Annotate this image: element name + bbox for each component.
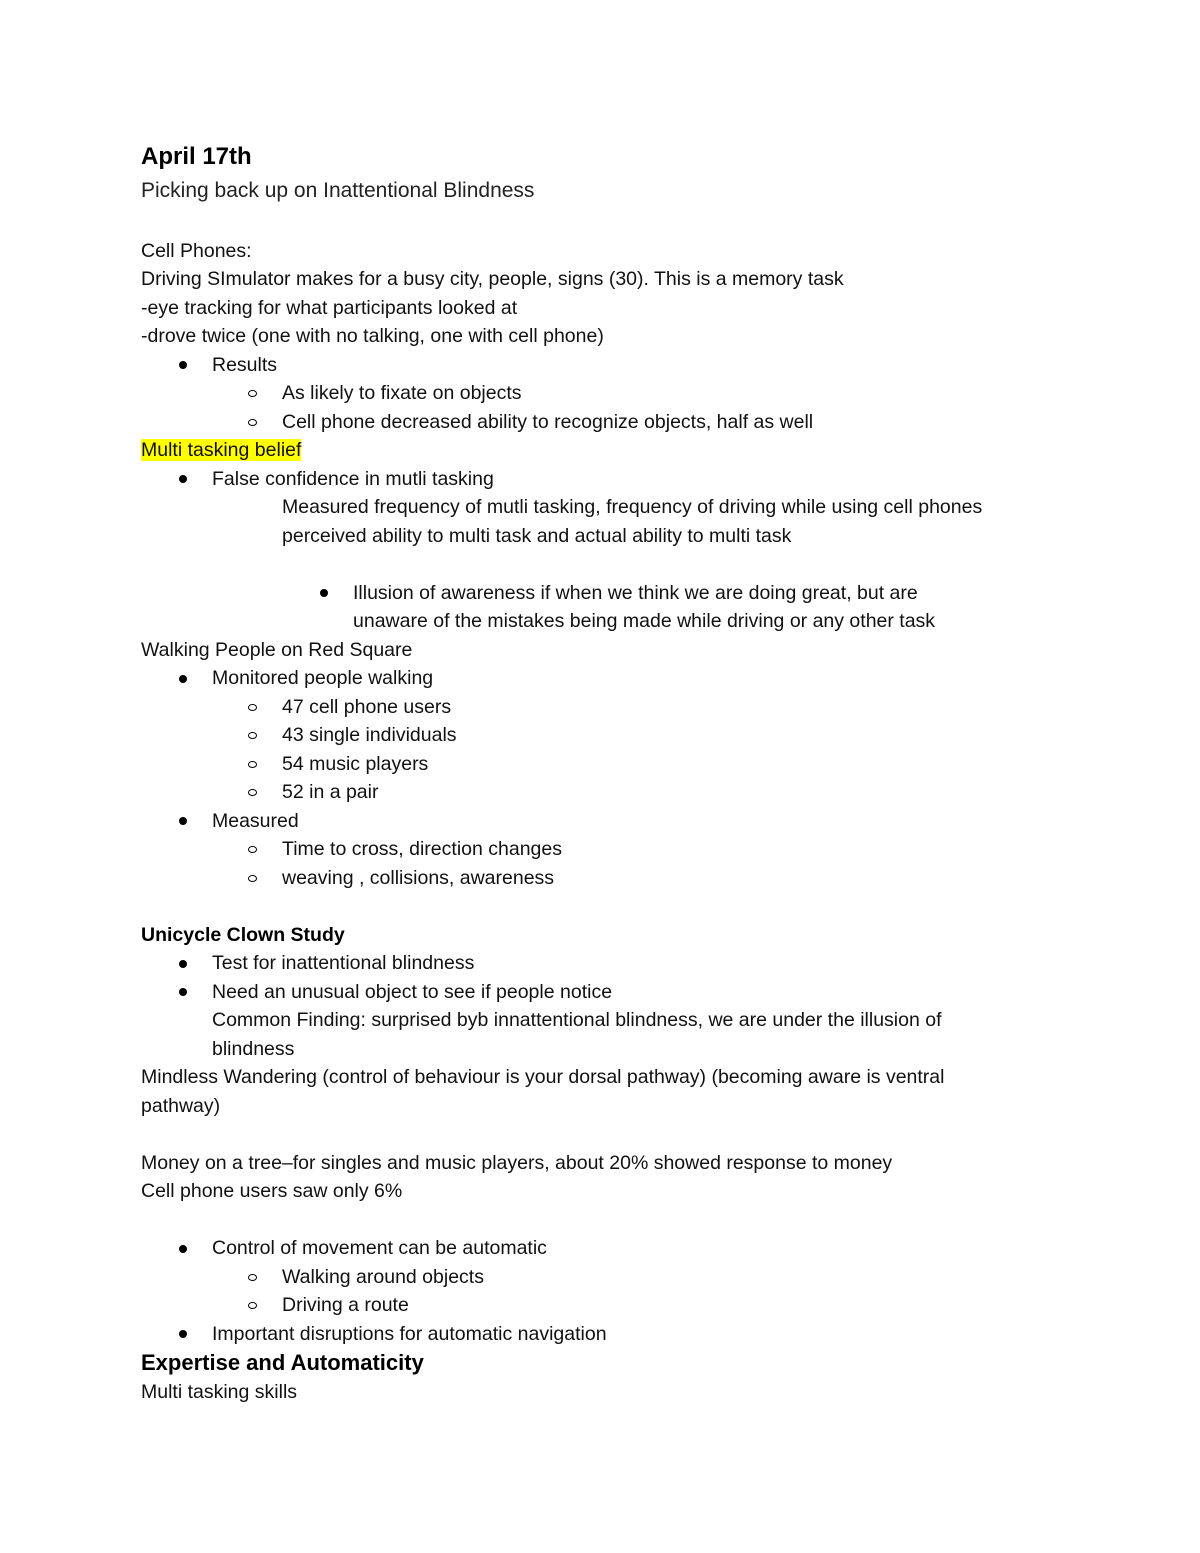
bullet-text: 47 cell phone users <box>282 695 452 718</box>
bullet-disc-icon <box>179 1330 187 1338</box>
bullet-circle-icon <box>248 761 257 768</box>
bullet-text: 52 in a pair <box>282 781 379 803</box>
page-subtitle: Picking back up on Inattentional Blindness <box>141 179 535 202</box>
bullet-text: Walking around objects <box>282 1265 484 1288</box>
bullet-text: Important disruptions for automatic navigation <box>212 1322 607 1345</box>
bullet-item <box>141 807 1071 836</box>
paragraph-line: -eye tracking for what participants looked at <box>141 296 518 319</box>
indented-line: Common Finding: surprised byb innattentional blindness, we are under the illusion of <box>212 1009 942 1031</box>
highlighted-line <box>141 436 1071 465</box>
bullet-text: Illusion of awareness if when we think we are doing great, but are <box>353 581 918 604</box>
sub-bullet-item <box>141 1263 1071 1292</box>
paragraph-line: -drove twice (one with no talking, one with cell phone) <box>141 325 604 347</box>
blank-line <box>141 1120 1071 1149</box>
bullet-text: Need an unusual object to see if people notice <box>212 980 613 1003</box>
bullet-text: Control of movement can be automatic <box>212 1237 547 1259</box>
bullet-text: Results <box>212 353 278 376</box>
bullet-item <box>141 465 1071 494</box>
section-heading: Expertise and Automaticity <box>141 1350 424 1375</box>
bullet-circle-icon <box>248 1302 257 1309</box>
sub-bullet-item <box>141 1291 1071 1320</box>
paragraph-line: Cell phone users saw only 6% <box>141 1180 403 1202</box>
bullet-text: Monitored people walking <box>212 667 434 689</box>
paragraph-line: Driving SImulator makes for a busy city, people, signs (30). This is a memory task <box>141 268 844 290</box>
blank-line <box>141 208 1071 237</box>
bullet-item <box>141 978 1071 1007</box>
bullet-circle-icon <box>248 419 257 426</box>
bullet-text: 54 music players <box>282 752 429 775</box>
sub-bullet-item <box>141 750 1071 779</box>
paragraph-line: Money on a tree–for singles and music players, about 20% showed response to money <box>141 1151 893 1174</box>
bullet-item-level3 <box>141 579 1071 608</box>
bullet-text: As likely to fixate on objects <box>282 382 522 404</box>
walking-heading: Walking People on Red Square <box>141 638 413 661</box>
bullet-item <box>141 664 1071 693</box>
bullet-circle-icon <box>248 789 257 796</box>
bullet-disc-icon <box>179 1245 187 1253</box>
paragraph-line: pathway) <box>141 1094 221 1117</box>
bullet-disc-icon <box>179 675 187 683</box>
bullet-text: Test for inattentional blindness <box>212 952 475 974</box>
bullet-text: False confidence in mutli tasking <box>212 467 494 490</box>
bullet-disc-icon <box>179 361 187 369</box>
indented-line: perceived ability to multi task and actual ability to multi task <box>282 524 792 547</box>
blank-line <box>141 1206 1071 1235</box>
document-page <box>141 140 1071 1407</box>
bullet-circle-icon <box>248 732 257 739</box>
bullet-disc-icon <box>320 589 328 597</box>
section-heading: Unicycle Clown Study <box>141 923 345 946</box>
sub-bullet-item <box>141 408 1071 437</box>
bullet-circle-icon <box>248 846 257 853</box>
bullet-text: 43 single individuals <box>282 724 457 746</box>
bullet-text: Time to cross, direction changes <box>282 838 562 860</box>
paragraph-line: Mindless Wandering (control of behaviour is your dorsal pathway) (becoming aware is ventral <box>141 1066 945 1088</box>
bullet-text: Cell phone decreased ability to recognize objects, half as well <box>282 410 814 433</box>
bullet-text: Driving a route <box>282 1294 409 1316</box>
bullet-disc-icon <box>179 960 187 968</box>
bullet-circle-icon <box>248 704 257 711</box>
blank-line <box>141 892 1071 921</box>
blank-line <box>141 550 1071 579</box>
bullet-disc-icon <box>179 817 187 825</box>
sub-bullet-item <box>141 693 1071 722</box>
indented-line: Measured frequency of mutli tasking, frequency of driving while using cell phones <box>282 496 983 518</box>
bullet-item <box>141 949 1071 978</box>
sub-bullet-item <box>141 864 1071 893</box>
page-title: April 17th <box>141 143 252 170</box>
bullet-item <box>141 1234 1071 1263</box>
bullet-text: weaving , collisions, awareness <box>282 866 555 889</box>
bullet-disc-icon <box>179 988 187 996</box>
bullet-text: Measured <box>212 809 299 832</box>
cell-phones-heading: Cell Phones: <box>141 239 252 262</box>
bullet-item <box>141 351 1071 380</box>
bullet-circle-icon <box>248 1274 257 1281</box>
indented-line: blindness <box>212 1037 295 1060</box>
bullet-item <box>141 1320 1071 1349</box>
highlighted-text: Multi tasking belief <box>141 439 302 461</box>
bullet-continuation: unaware of the mistakes being made while driving or any other task <box>353 610 936 632</box>
sub-bullet-item <box>141 835 1071 864</box>
bullet-circle-icon <box>248 875 257 882</box>
paragraph-line: Multi tasking skills <box>141 1381 298 1403</box>
bullet-circle-icon <box>248 390 257 397</box>
sub-bullet-item <box>141 778 1071 807</box>
bullet-disc-icon <box>179 475 187 483</box>
sub-bullet-item <box>141 379 1071 408</box>
sub-bullet-item <box>141 721 1071 750</box>
